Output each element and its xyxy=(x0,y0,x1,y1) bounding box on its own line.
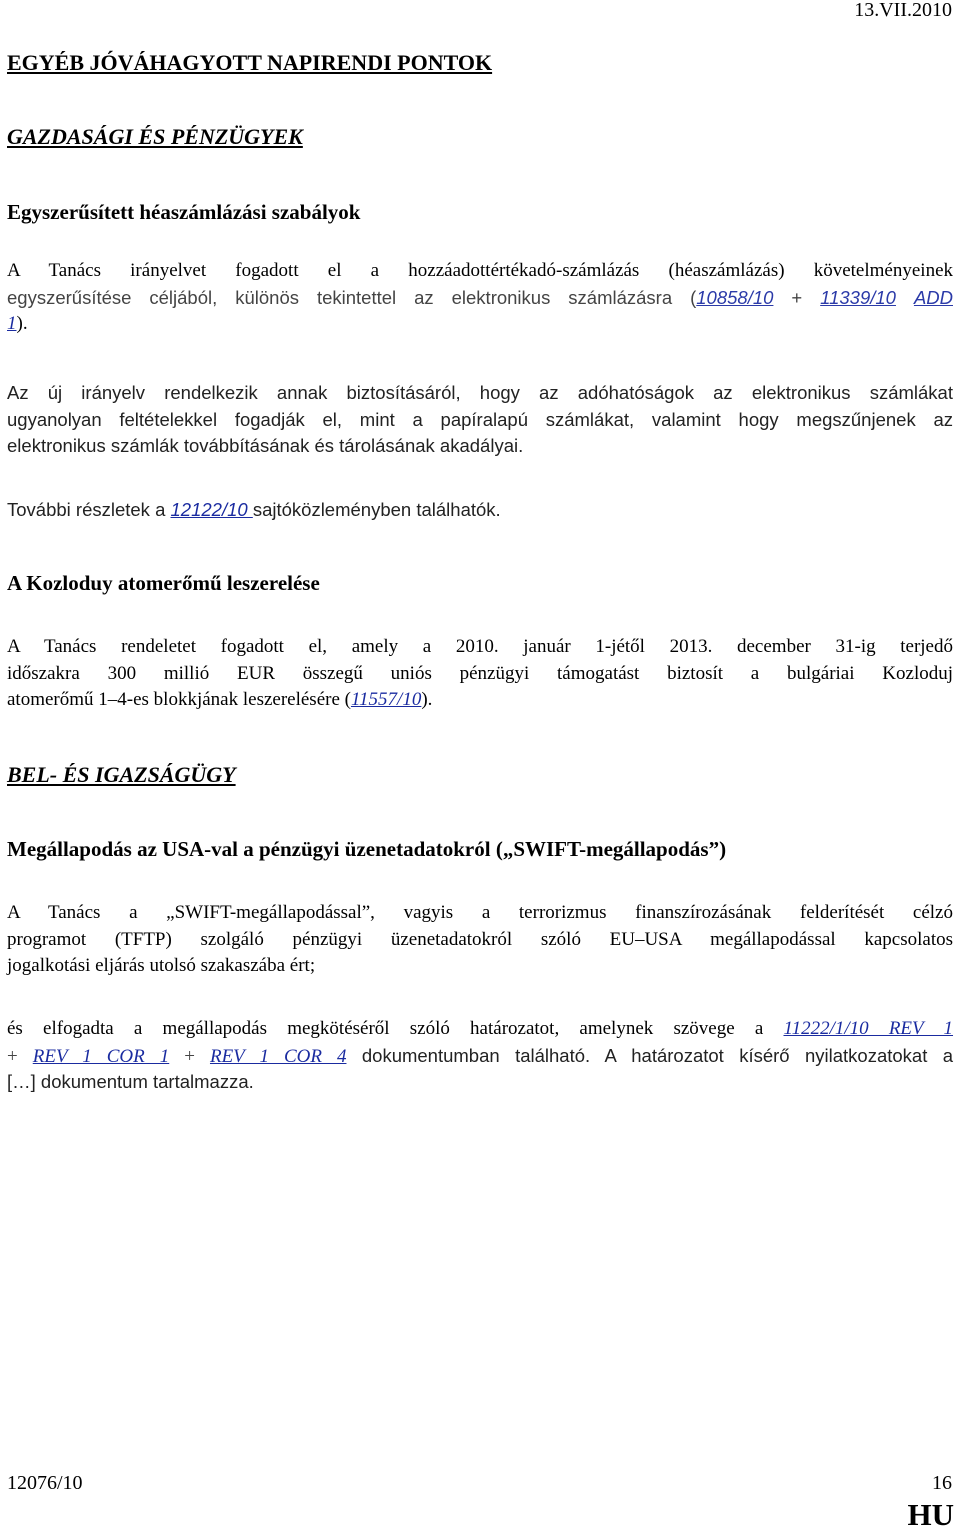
swift-paragraph-2 xyxy=(7,1016,953,1096)
text-fragment: egyszerűsítése céljából, különös tekintettel az elektronikus számlázásra ( xyxy=(7,286,697,308)
text-line xyxy=(7,687,953,714)
text-fragment: + xyxy=(169,1045,210,1067)
header-date: 13.VII.2010 xyxy=(854,0,952,21)
footer-doc-number: 12076/10 xyxy=(7,1472,83,1494)
text-fragment: dokumentumban található. A határozatot kísérő nyilatkozatokat a xyxy=(346,1044,954,1066)
doc-link-10858[interactable]: 10858/10 xyxy=(696,286,774,308)
text-line: Az új irányelv rendelkezik annak biztosításáról, hogy az adóhatóságok az elektronikus számlákat xyxy=(7,382,953,403)
text-line xyxy=(7,1043,953,1070)
text-fragment: ). xyxy=(421,689,433,710)
doc-link-11339[interactable]: 11339/10 xyxy=(820,286,896,308)
text-fragment: atomerőmű 1–4-es blokkjának leszerelésére ( xyxy=(7,689,351,710)
section-title-other-items: EGYÉB JÓVÁHAGYOTT NAPIRENDI PONTOK xyxy=(7,50,493,75)
kozloduy-paragraph xyxy=(7,634,953,714)
text-fragment: ). xyxy=(16,313,28,334)
doc-link-11557[interactable]: 11557/10 xyxy=(350,689,422,710)
text-line: A Tanács rendeletet fogadott el, amely a 2010. január 1-jétől 2013. december 31-ig terjedő xyxy=(7,636,953,657)
vat-paragraph-3 xyxy=(7,497,953,524)
text-line: időszakra 300 millió EUR összegű uniós pénzügyi támogatást biztosít a bulgáriai Kozloduj xyxy=(7,662,953,684)
item-heading-kozloduy: A Kozloduy atomerőmű leszerelése xyxy=(7,571,320,595)
item-heading-vat-invoicing: Egyszerűsített héaszámlázási szabályok xyxy=(7,200,361,224)
doc-link-add-1-cont[interactable]: 1 xyxy=(7,313,17,334)
text-line: […] dokumentum tartalmazza. xyxy=(7,1071,254,1092)
text-line: ugyanolyan feltételekkel fogadják el, mint a papíralapú számlákat, valamint hogy megszűnjenek az xyxy=(7,408,953,430)
vat-paragraph-1 xyxy=(7,258,953,338)
doc-link-rev1-cor1[interactable]: REV 1 COR 1 xyxy=(32,1045,170,1067)
text-line: elektronikus számlák továbbításának és tárolásának akadályai. xyxy=(7,435,524,456)
footer-page-number: 16 xyxy=(932,1472,952,1494)
text-line xyxy=(7,1016,953,1043)
text-line: jogalkotási eljárás utolsó szakaszába ért; xyxy=(7,955,316,976)
text-line: programot (TFTP) szolgáló pénzügyi üzenetadatokról szóló EU–USA megállapodással kapcsolatos xyxy=(7,928,953,950)
text-fragment: sajtóközleményben találhatók. xyxy=(252,499,501,520)
text-line xyxy=(7,285,953,312)
text-fragment: + xyxy=(773,286,821,308)
doc-link-11222-rev1[interactable]: 11222/1/10 REV 1 xyxy=(783,1018,954,1039)
press-release-link-12122[interactable]: 12122/10 xyxy=(170,499,253,520)
text-fragment: és elfogadta a megállapodás megkötéséről szóló határozatot, amelynek szövege a xyxy=(7,1018,784,1039)
section-title-economic-financial: GAZDASÁGI ÉS PÉNZÜGYEK xyxy=(7,124,303,149)
item-heading-swift: Megállapodás az USA-val a pénzügyi üzenetadatokról („SWIFT-megállapodás”) xyxy=(7,837,727,861)
text-line xyxy=(7,497,953,524)
vat-paragraph-2 xyxy=(7,380,953,460)
text-line: A Tanács a „SWIFT-megállapodással”, vagyis a terrorizmus finanszírozásának felderítését célzó xyxy=(7,902,953,923)
section-title-justice-home-affairs: BEL- ÉS IGAZSÁGÜGY xyxy=(7,762,236,787)
doc-link-rev1-cor4[interactable]: REV 1 COR 4 xyxy=(209,1045,347,1067)
text-line xyxy=(7,311,953,338)
footer-language-code: HU xyxy=(907,1497,954,1532)
text-line: A Tanács irányelvet fogadott el a hozzáadottértékadó-számlázás (héaszámlázás) követelményeinek xyxy=(7,260,953,281)
swift-paragraph-1 xyxy=(7,900,953,980)
text-fragment: + xyxy=(7,1045,33,1067)
text-fragment: További részletek a xyxy=(7,499,171,520)
doc-link-add-1[interactable]: ADD xyxy=(913,286,953,308)
